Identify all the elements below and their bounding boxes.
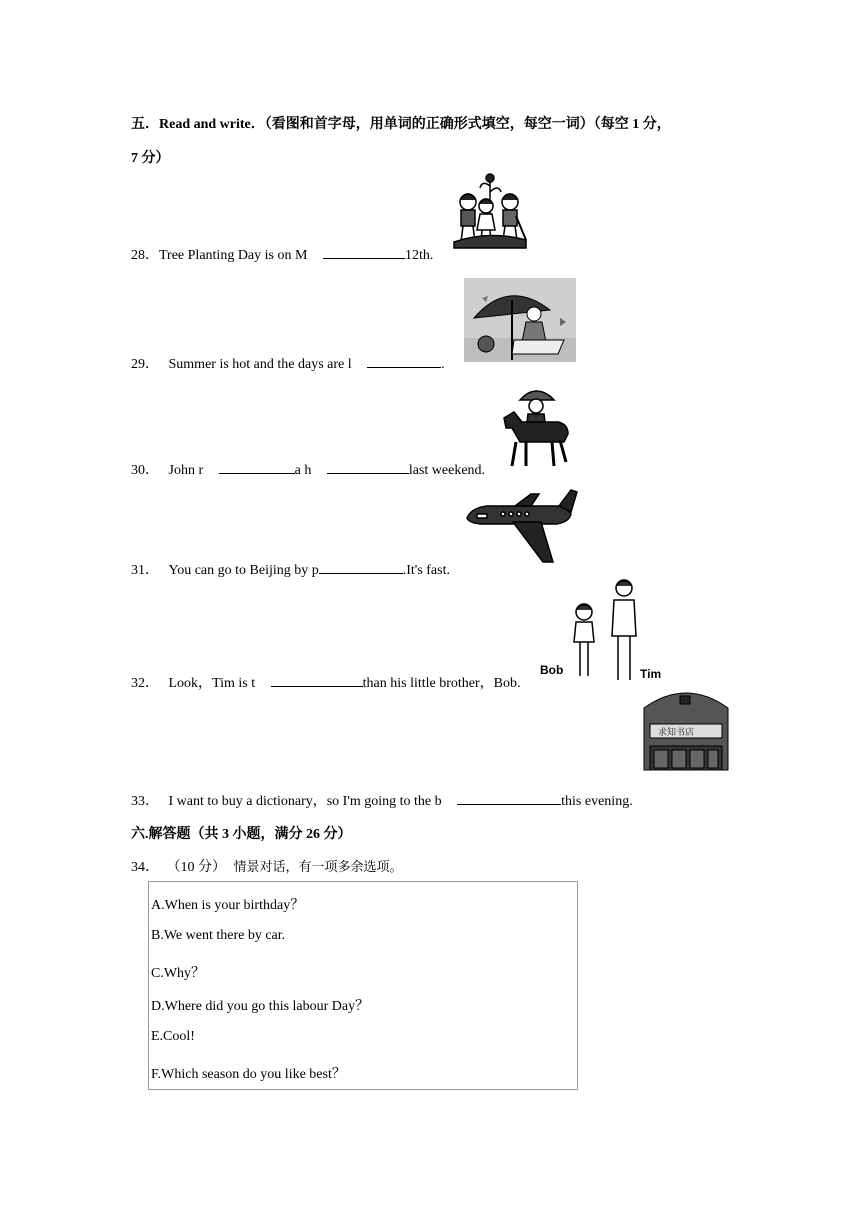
- q34-number: 34．: [131, 860, 159, 875]
- question-29: [131, 353, 445, 373]
- options-box: [148, 881, 578, 1090]
- summer-beach-picture: [464, 278, 576, 362]
- q29-text-after: .: [441, 357, 445, 372]
- q30-blank-2[interactable]: [327, 460, 409, 474]
- section5-points: 1: [632, 117, 640, 132]
- q33-text-after: this evening.: [561, 794, 633, 809]
- horse-riding-picture: [496, 388, 574, 470]
- bob-label: Bob: [540, 663, 564, 677]
- section5-heading-en: Read and write．: [159, 117, 265, 132]
- q32-text-after: than his little brother，Bob.: [362, 676, 521, 691]
- q30-text-after: last weekend.: [408, 463, 486, 478]
- q33-blank[interactable]: [457, 791, 561, 805]
- q32-text-before: Look，Tim is t: [168, 676, 256, 691]
- q34-instruction: 情景对话，有一项多余选项。: [233, 860, 403, 875]
- q31-blank[interactable]: [319, 560, 403, 574]
- q28-blank[interactable]: [323, 245, 405, 259]
- q30-number: 30．: [131, 463, 159, 478]
- q30-text-mid: a h: [294, 463, 312, 478]
- question-28: [131, 244, 433, 264]
- q28-text-after: 12th.: [404, 248, 434, 263]
- q31-number: 31．: [131, 563, 159, 578]
- q29-number: 29．: [131, 357, 159, 372]
- section5-heading-cn: （看图和首字母，用单词的正确形式填空，每空一词）（每空: [264, 117, 629, 132]
- option-b: B.We went there by car.: [151, 928, 286, 943]
- airplane-picture: [463, 488, 579, 570]
- question-31: [131, 559, 450, 579]
- q31-text-before: You can go to Beijing by p: [168, 563, 319, 578]
- q28-text-before: Tree Planting Day is on M: [159, 248, 308, 263]
- question-34: [131, 856, 403, 876]
- section5-fen: 分，: [642, 117, 671, 132]
- tim-label: Tim: [640, 667, 662, 681]
- section5-num: 五．: [131, 117, 159, 132]
- q30-blank-1[interactable]: [219, 460, 295, 474]
- option-f: F.Which season do you like best？: [151, 1067, 346, 1082]
- option-a: A.When is your birthday？: [151, 898, 305, 913]
- q32-number: 32．: [131, 676, 159, 691]
- question-30: [131, 459, 485, 479]
- option-c: C.Why？: [151, 966, 206, 981]
- question-33: [131, 790, 633, 810]
- option-d: D.Where did you go this labour Day？: [151, 999, 370, 1014]
- q33-number: 33．: [131, 794, 159, 809]
- q32-blank[interactable]: [271, 673, 363, 687]
- q28-number: 28．: [131, 248, 159, 263]
- option-e: E.Cool!: [151, 1029, 195, 1044]
- question-32: [131, 672, 521, 692]
- q31-text-after: .It's fast.: [402, 563, 450, 578]
- tree-planting-picture: [450, 172, 528, 254]
- bookstore-sign: 求知书店: [658, 728, 695, 738]
- q29-text-before: Summer is hot and the days are l: [168, 357, 352, 372]
- q30-text-before: John r: [168, 463, 204, 478]
- q34-points: （10 分）: [166, 860, 226, 875]
- section5-heading: [131, 113, 671, 133]
- section5-heading-line2: 7 分）: [131, 151, 170, 166]
- section6-heading: 六.解答题（共 3 小题，满分 26 分）: [131, 827, 352, 842]
- q33-text-before: I want to buy a dictionary，so I'm going to the b: [168, 794, 442, 809]
- q29-blank[interactable]: [367, 354, 441, 368]
